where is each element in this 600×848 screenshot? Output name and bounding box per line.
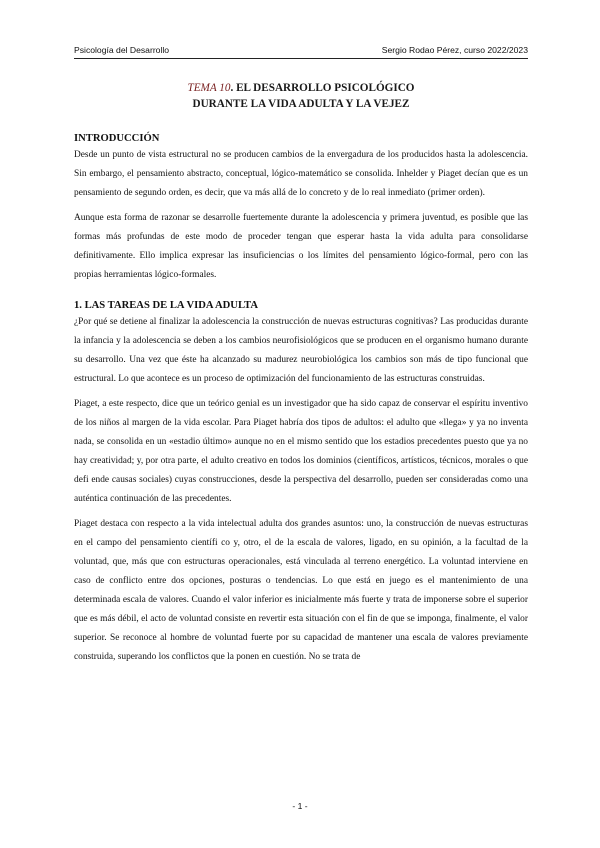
intro-heading: INTRODUCCIÓN [74, 133, 160, 144]
intro-paragraph-1: Desde un punto de vista estructural no se producen cambios de la envergadura de los producidos hasta la adolescencia. Sin embargo, el pensamiento abstracto, conceptual, lógico-matemático se consolida. Inhelder y Piaget decían que es un pensamiento de segundo orden, es decir, que va más allá de lo concreto y de lo real inmediato (primer orden). [74, 150, 528, 198]
title-line-1 [74, 80, 528, 96]
section-1-heading: 1. LAS TAREAS DE LA VIDA ADULTA [74, 300, 258, 311]
title-line-2: DURANTE LA VIDA ADULTA Y LA VEJEZ [192, 98, 410, 110]
page-header [74, 44, 528, 59]
header-author: Sergio Rodao Pérez, curso 2022/2023 [381, 45, 528, 55]
title-tema-number: TEMA 10 [187, 82, 231, 94]
page-number: - 1 - [292, 801, 308, 811]
section-1-paragraph-2: Piaget, a este respecto, dice que un teórico genial es un investigador que ha sido capaz de conservar el espíritu inventivo de los niños al margen de la vida escolar. Para Piaget habría dos tipos de adultos: el adulto que «llega» y ya no inventa nada, se consolida en un «estadio último» aunque no en el mismo sentido que los estadios precedentes puesto que ya no hay creatividad; y, por otra parte, el adulto creativo en todos los dominios (científicos, artísticos, técnicos, morales o que defi ende causas sociales) cuyas construcciones, desde la perspectiva del desarrollo, pueden ser consideradas como una auténtica continuación de las precedentes. [74, 399, 528, 504]
header-course: Psicología del Desarrollo [74, 45, 170, 55]
section-1-paragraph-1: ¿Por qué se detiene al finalizar la adolescencia la construcción de nuevas estructuras cognitivas? Las producidas durante la infancia y la adolescencia se deben a los cambios neurofisiológicos que se producen en el organismo humano durante su desarrollo. Una vez que éste ha alcanzado su madurez neurobiológica los cambios son más de tipo funcional que estructural. Lo que acontece es un proceso de optimización del funcionamiento de las estructuras construidas. [74, 317, 528, 384]
document-body [74, 131, 528, 667]
section-1-paragraph-3: Piaget destaca con respecto a la vida intelectual adulta dos grandes asuntos: uno, la construcción de nuevas estructuras en el campo del pensamiento científi co y, otro, el de la escala de valores, ligado, en su opinión, a la facultad de la voluntad, que, más que con estructuras operacionales, está vinculada al terreno energético. La voluntad interviene en caso de conflicto entre dos opciones, posturas o tendencias. Lo que está en juego es el mantenimiento de una determinada escala de valores. Cuando el valor inferior es inicialmente más fuerte y trata de imponerse sobre el superior que es más débil, el acto de voluntad consiste en revertir esta situación con el fin de que se imponga, finalmente, el valor superior. Se reconoce al hombre de voluntad fuerte por su capacidad de mantener una escala de valores previamente construida, superando los conflictos que la ponen en cuestión. No se trata de [74, 519, 528, 662]
document-title [74, 80, 528, 112]
intro-paragraph-2: Aunque esta forma de razonar se desarrolle fuertemente durante la adolescencia y primera juventud, es posible que las formas más profundas de este modo de proceder tengan que esperar hasta la vida adulta para consolidarse definitivamente. Ello implica expresar las insuficiencias o los límites del pensamiento lógico-formal, pero con las propias herramientas lógico-formales. [74, 213, 528, 280]
title-line-1-rest: . EL DESARROLLO PSICOLÓGICO [230, 82, 415, 94]
